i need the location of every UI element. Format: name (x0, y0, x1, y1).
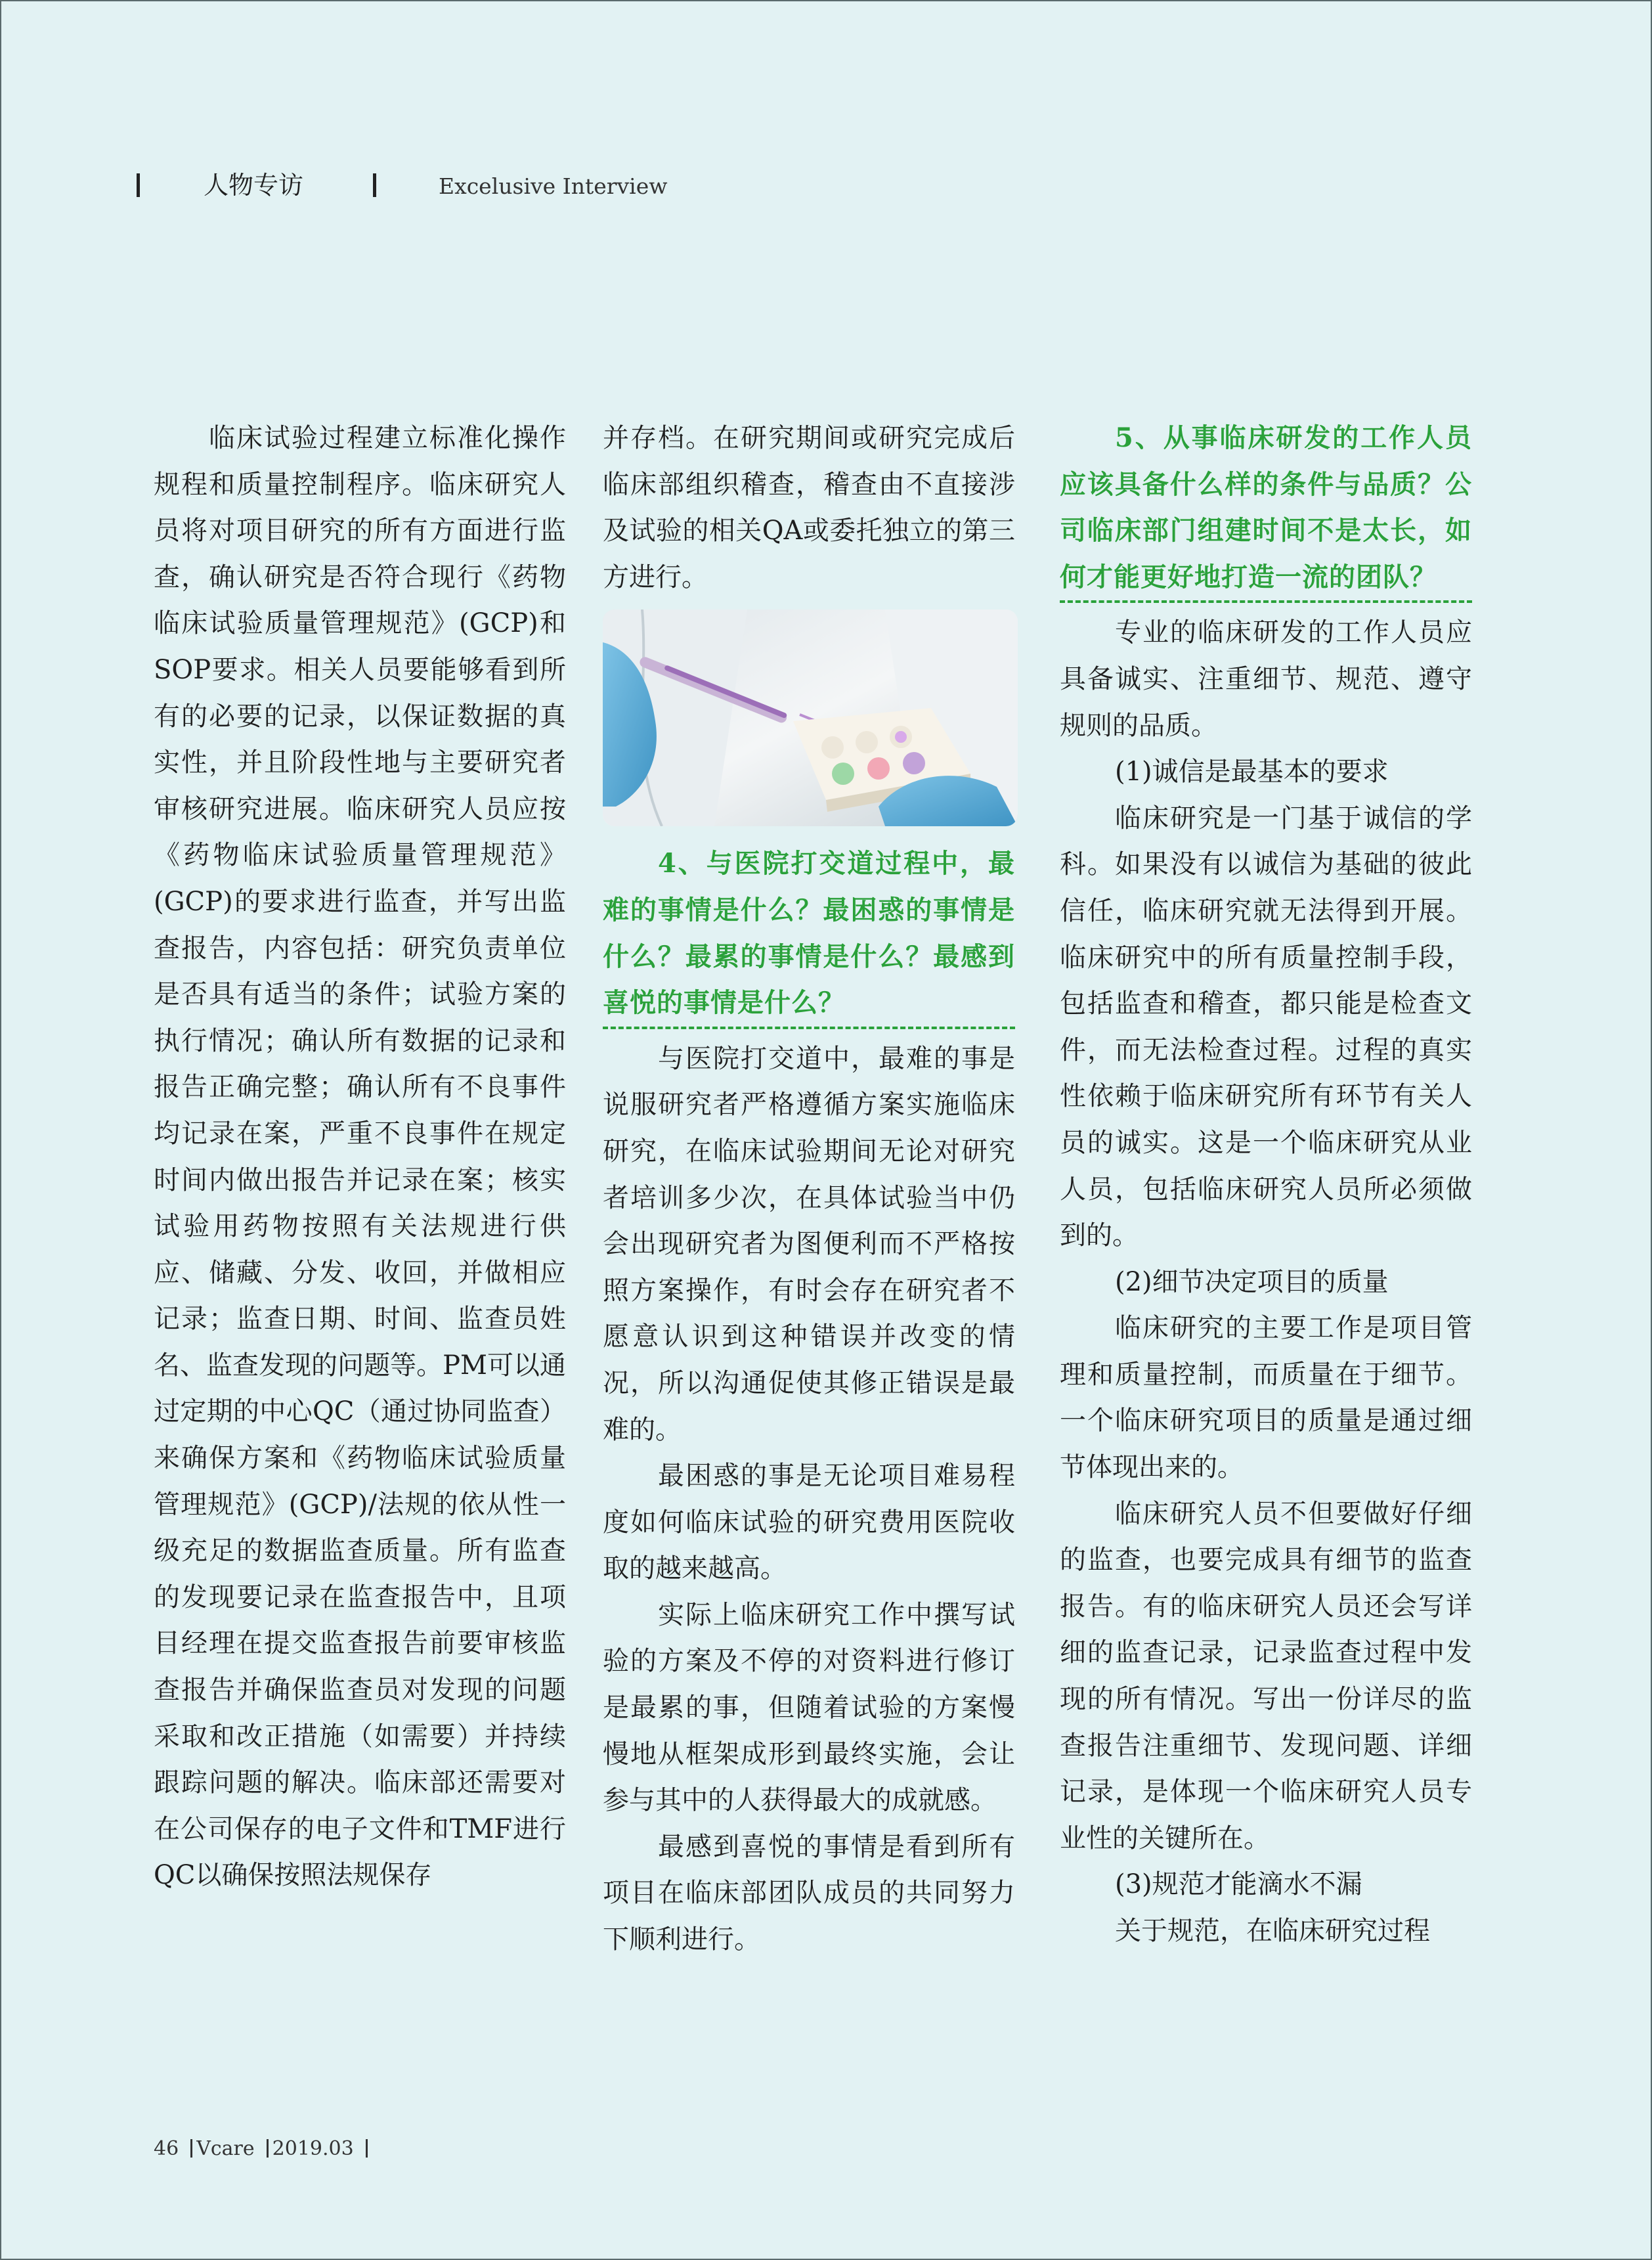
subheading: (1)诚信是最基本的要求 (1115, 757, 1389, 787)
footer-divider (366, 2139, 368, 2158)
section-title-en: Excelusive Interview (439, 173, 668, 199)
header-divider (137, 173, 140, 197)
magazine-name: Vcare (196, 2137, 255, 2160)
question-divider (1060, 600, 1472, 603)
lab-photo (603, 609, 1018, 826)
subheading: (2)细节决定项目的质量 (1115, 1266, 1389, 1297)
page-footer (154, 2136, 372, 2162)
subheading: (3)规范才能滴水不漏 (1115, 1869, 1362, 1900)
issue-date: 2019.03 (272, 2137, 354, 2160)
paragraph: 并存档。在研究期间或研究完成后临床部组织稽查，稽查由不直接涉及试验的相关QA或委托独立的第三方进行。 (603, 423, 1015, 592)
question-divider (603, 1027, 1015, 1029)
footer-divider (190, 2139, 192, 2158)
header-divider (373, 173, 376, 197)
footer-divider (267, 2139, 269, 2158)
interview-question-4: 4、与医院打交道过程中，最难的事情是什么？最困惑的事情是什么？最累的事情是什么？最感到喜悦的事情是什么？ (603, 848, 1015, 1019)
page-number: 46 (154, 2137, 179, 2160)
paragraph: 实际上临床研究工作中撰写试验的方案及不停的对资料进行修订是最累的事，但随着试验的方案慢慢地从框架成形到最终实施，会让参与其中的人获得最大的成就感。 (603, 1599, 1015, 1816)
paragraph: 临床研究是一门基于诚信的学科。如果没有以诚信为基础的彼此信任，临床研究就无法得到开展。临床研究中的所有质量控制手段，包括监查和稽查，都只能是检查文件，而无法检查过程。过程的真实性依赖于临床研究所有环节有关人员的诚实。这是一个临床研究从业人员，包括临床研究人员所必须做到的。 (1060, 803, 1472, 1251)
paragraph: 临床研究人员不但要做好仔细的监查，也要完成具有细节的监查报告。有的临床研究人员还会写详细的监查记录，记录监查过程中发现的所有情况。写出一份详尽的监查报告注重细节、发现问题、详细记录，是体现一个临床研究人员专业性的关键所在。 (1060, 1498, 1472, 1853)
paragraph: 最感到喜悦的事情是看到所有项目在临床部团队成员的共同努力下顺利进行。 (603, 1831, 1015, 1955)
paragraph: 专业的临床研发的工作人员应具备诚实、注重细节、规范、遵守规则的品质。 (1060, 617, 1472, 741)
paragraph: 与医院打交道中，最难的事是说服研究者严格遵循方案实施临床研究，在临床试验期间无论对研究者培训多少次，在具体试验当中仍会出现研究者为图便利而不严格按照方案操作，有时会存在研究者不愿意认识到这种错误并改变的情况，所以沟通促使其修正错误是最难的。 (603, 1043, 1015, 1445)
paragraph: 关于规范，在临床研究过程 (1115, 1916, 1430, 1946)
paragraph: 临床试验过程建立标准化操作规程和质量控制程序。临床研究人员将对项目研究的所有方面进行监查，确认研究是否符合现行《药物临床试验质量管理规范》(GCP)和SOP要求。相关人员要能够看到所有的必要的记录，以保证数据的真实性，并且阶段性地与主要研究者审核研究进展。临床研究人员应按《药物临床试验质量管理规范》(GCP)的要求进行监查，并写出监查报告，内容包括：研究负责单位是否具有适当的条件；试验方案的执行情况；确认所有数据的记录和报告正确完整；确认所有不良事件均记录在案，严重不良事件在规定时间内做出报告并记录在案；核实试验用药物按照有关法规进行供应、储藏、分发、收回，并做相应记录；监查日期、时间、监查员姓名、监查发现的问题等。PM可以通过定期的中心QC（通过协同监查）来确保方案和《药物临床试验质量管理规范》(GCP)/法规的依从性一级充足的数据监查质量。所有监查的发现要记录在监查报告中，且项目经理在提交监查报告前要审核监查报告并确保监查员对发现的问题采取和改正措施（如需要）并持续跟踪问题的解决。临床部还需要对在公司保存的电子文件和TMF进行QC以确保按照法规保存 (154, 423, 566, 1891)
paragraph: 最困惑的事是无论项目难易程度如何临床试验的研究费用医院收取的越来越高。 (603, 1461, 1015, 1584)
article-column-1 (154, 415, 566, 1899)
section-title: 人物专访 (204, 171, 304, 200)
interview-question-5: 5、从事临床研发的工作人员应该具备什么样的条件与品质？公司临床部门组建时间不是太长，如何才能更好地打造一流的团队？ (1060, 422, 1472, 592)
article-column-2 (603, 415, 1015, 1963)
article-column-3 (1060, 415, 1472, 1955)
pipette-plate-image (603, 609, 1018, 826)
paragraph: 临床研究的主要工作是项目管理和质量控制，而质量在于细节。一个临床研究项目的质量是通过细节体现出来的。 (1060, 1313, 1472, 1483)
